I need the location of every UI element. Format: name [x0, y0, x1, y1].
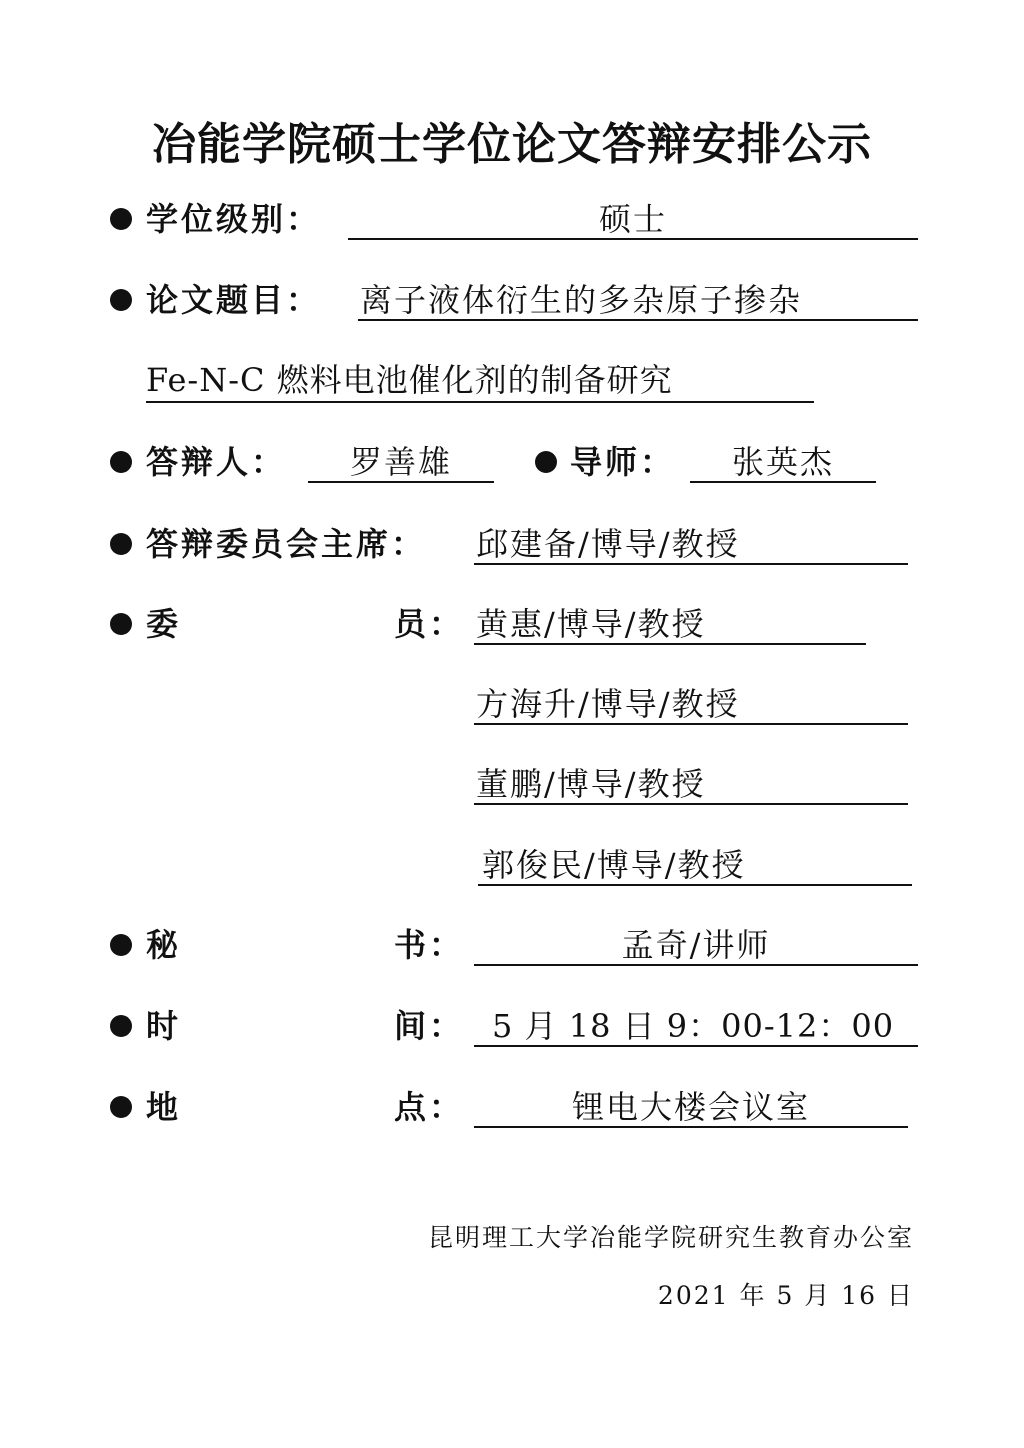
secretary-label-char1: 秘	[146, 926, 182, 964]
bullet-icon	[110, 1015, 132, 1037]
member-underline	[474, 723, 908, 725]
member-underline	[478, 884, 912, 886]
member-item: 黄惠/博导/教授	[476, 605, 706, 643]
time-label-char1: 时	[146, 1007, 182, 1045]
secretary-value: 孟奇/讲师	[621, 926, 771, 964]
place-label-char1: 地	[146, 1088, 182, 1126]
time-underline	[474, 1045, 918, 1047]
member-underline	[474, 643, 866, 645]
degree-value: 硕士	[598, 200, 667, 238]
member-item: 董鹏/博导/教授	[476, 765, 706, 803]
bullet-icon	[535, 451, 557, 473]
thesis-label: 论文题目：	[146, 281, 322, 319]
chair-label: 答辩委员会主席：	[146, 525, 427, 563]
bullet-icon	[110, 289, 132, 311]
chair-value: 邱建备/博导/教授	[476, 525, 740, 563]
bullet-icon	[110, 533, 132, 555]
degree-underline	[348, 238, 918, 240]
bullet-icon	[110, 1096, 132, 1118]
thesis-underline-1	[358, 319, 918, 321]
defender-label: 答辩人：	[146, 443, 287, 481]
secretary-label-char2: 书：	[394, 926, 465, 964]
chair-underline	[474, 563, 908, 565]
member-item: 方海升/博导/教授	[476, 685, 740, 723]
place-label-char2: 点：	[394, 1088, 465, 1126]
bullet-icon	[110, 613, 132, 635]
thesis-title-line1: 离子液体衍生的多杂原子掺杂	[360, 281, 803, 319]
member-item: 郭俊民/博导/教授	[482, 846, 746, 884]
members-label-char1: 委	[146, 605, 182, 643]
thesis-underline-2	[146, 401, 814, 403]
defender-value: 罗善雄	[349, 443, 452, 481]
issue-date: 2021 年 5 月 16 日	[657, 1281, 914, 1310]
advisor-value: 张英杰	[731, 443, 834, 481]
time-value: 5 月 18 日 9：00-12：00	[492, 1007, 895, 1045]
advisor-label: 导师：	[570, 443, 676, 481]
members-label-char2: 员：	[394, 605, 465, 643]
time-label-char2: 间：	[394, 1007, 465, 1045]
defender-underline	[308, 481, 494, 483]
page-title: 冶能学院硕士学位论文答辩安排公示	[152, 119, 872, 170]
bullet-icon	[110, 934, 132, 956]
issuing-office: 昆明理工大学冶能学院研究生教育办公室	[427, 1223, 914, 1252]
bullet-icon	[110, 208, 132, 230]
thesis-title-line2: Fe-N-C 燃料电池催化剂的制备研究	[146, 361, 673, 399]
place-underline	[474, 1126, 908, 1128]
advisor-underline	[690, 481, 876, 483]
bullet-icon	[110, 451, 132, 473]
secretary-underline	[474, 964, 918, 966]
place-value: 锂电大楼会议室	[571, 1088, 810, 1126]
degree-label: 学位级别：	[146, 200, 322, 238]
member-underline	[474, 803, 908, 805]
